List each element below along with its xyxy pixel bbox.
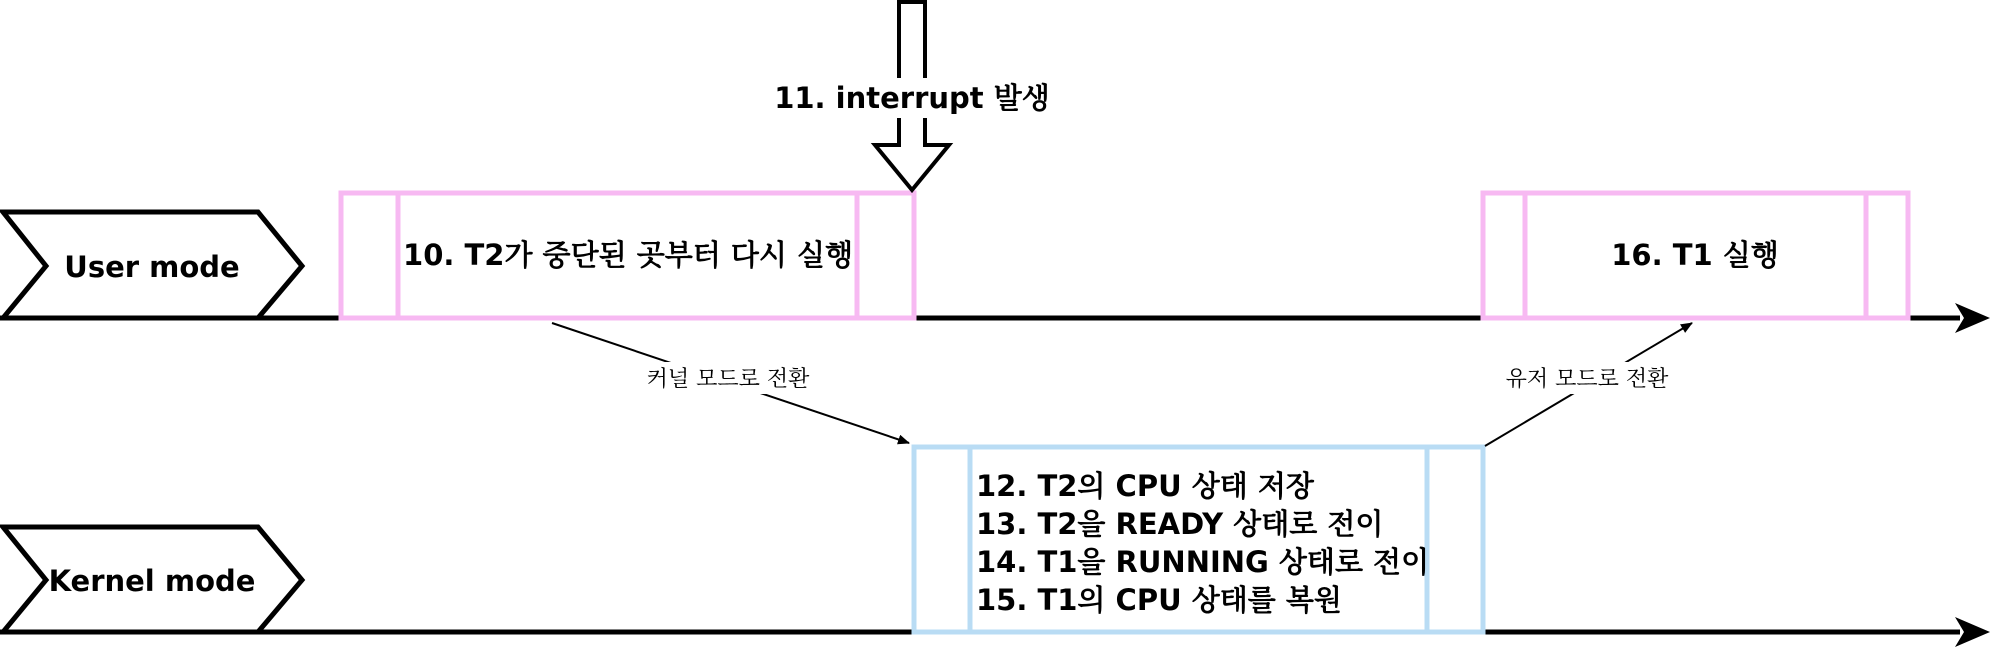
step16-text: 16. T1 실행: [1611, 238, 1779, 272]
process-box-kernel: [914, 447, 1483, 632]
interrupt-arrow: [774, 2, 1050, 190]
user-mode-text: User mode: [64, 250, 240, 284]
user-mode-label: [3, 212, 302, 318]
step12-text: 12. T2의 CPU 상태 저장: [976, 469, 1314, 503]
to-user-label: 유저 모드로 전환: [1505, 367, 1669, 392]
transition-to-user: [1485, 323, 1692, 446]
to-kernel-label: 커널 모드로 전환: [646, 367, 810, 392]
process-box-step10: [341, 193, 914, 318]
step10-text: 10. T2가 중단된 곳부터 다시 실행: [403, 238, 853, 272]
kernel-mode-label: [3, 527, 302, 632]
user-timeline-arrowhead: [1955, 303, 1990, 333]
step15-text: 15. T1의 CPU 상태를 복원: [976, 583, 1342, 617]
step13-text: 13. T2을 READY 상태로 전이: [976, 507, 1384, 541]
transition-to-kernel: [552, 323, 909, 443]
kernel-mode-text: Kernel mode: [48, 564, 256, 598]
process-box-step16: [1483, 193, 1908, 318]
interrupt-label: 11. interrupt 발생: [774, 81, 1050, 115]
step14-text: 14. T1을 RUNNING 상태로 전이: [976, 545, 1430, 579]
kernel-timeline-arrowhead: [1955, 617, 1990, 647]
